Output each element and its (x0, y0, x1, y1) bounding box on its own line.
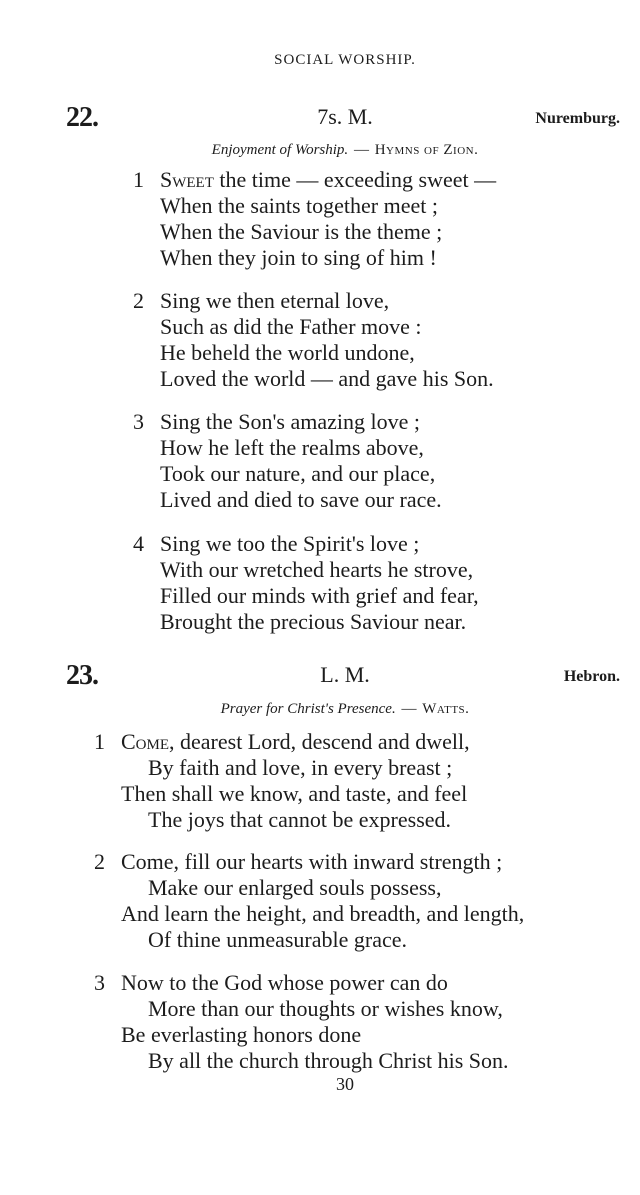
verse-line: Lived and died to save our race. (160, 487, 442, 512)
verse-line: Of thine unmeasurable grace. (148, 927, 407, 952)
verse-line: Loved the world — and gave his Son. (160, 366, 494, 391)
verse-line: Such as did the Father move : (160, 314, 422, 339)
verse-line: Sing we then eternal love, (160, 288, 390, 313)
verse-line: More than our thoughts or wishes know, (148, 996, 503, 1021)
hymn-author: Watts. (422, 701, 470, 717)
verse-line: Make our enlarged souls possess, (148, 875, 442, 900)
stanza-number: 1 (94, 729, 105, 754)
stanza-number: 1 (133, 167, 144, 192)
verse-line: And learn the height, and breadth, and length, (121, 901, 525, 926)
verse-first-word: Come (121, 729, 170, 754)
verse-first-word: Sweet (160, 167, 214, 192)
verse-line-rest: the time — exceeding sweet — (213, 167, 497, 192)
verse-line: By all the church through Christ his Son. (148, 1048, 509, 1073)
verse-line: When the saints together meet ; (160, 193, 438, 218)
hymn-23-subtitle (0, 701, 640, 718)
verse-line-rest: , dearest Lord, descend and dwell, (169, 729, 470, 754)
running-head: SOCIAL WORSHIP. (274, 52, 416, 68)
stanza-number: 3 (94, 970, 105, 995)
hymn-meter: L. M. (320, 662, 370, 687)
verse-line (121, 729, 470, 755)
verse-line: Now to the God whose power can do (121, 970, 448, 995)
stanza-number: 3 (133, 409, 144, 434)
verse-line: Sing we too the Spirit's love ; (160, 531, 420, 556)
subtitle-dash: — (353, 142, 369, 158)
stanza-number: 2 (94, 849, 105, 874)
hymn-subtitle-title: Enjoyment of Worship. (211, 142, 349, 158)
verse-line: Sing the Son's amazing love ; (160, 409, 420, 434)
verse-line: The joys that cannot be expressed. (148, 807, 452, 832)
verse-line: Be everlasting honors done (121, 1022, 362, 1047)
hymn-subtitle-title: Prayer for Christ's Presence. (220, 701, 396, 717)
verse-line: Brought the precious Saviour near. (160, 609, 467, 634)
hymn-tune: Nuremburg. (535, 110, 620, 127)
hymn-22-subtitle (0, 142, 640, 159)
verse-line: By faith and love, in every breast ; (148, 755, 453, 780)
verse-line (160, 167, 496, 193)
stanza-number: 4 (133, 531, 144, 556)
verse-line: With our wretched hearts he strove, (160, 557, 474, 582)
hymn-number: 22. (66, 102, 98, 133)
verse-line: When they join to sing of him ! (160, 245, 437, 270)
verse-line: Come, fill our hearts with inward strength ; (121, 849, 503, 874)
hymn-22-header (0, 102, 640, 136)
verse-line: Then shall we know, and taste, and feel (121, 781, 468, 806)
verse-line: Took our nature, and our place, (160, 461, 436, 486)
verse-line: How he left the realms above, (160, 435, 424, 460)
hymn-tune: Hebron. (563, 668, 620, 685)
hymn-23-header (0, 660, 640, 694)
verse-line: Filled our minds with grief and fear, (160, 583, 479, 608)
page-number: 30 (336, 1074, 354, 1094)
verse-line: He beheld the world undone, (160, 340, 415, 365)
verse-line: When the Saviour is the theme ; (160, 219, 443, 244)
hymn-number: 23. (66, 660, 98, 691)
subtitle-dash: — (401, 701, 417, 717)
hymn-meter: 7s. M. (317, 104, 373, 129)
stanza-number: 2 (133, 288, 144, 313)
hymn-author: Hymns of Zion. (374, 142, 479, 158)
